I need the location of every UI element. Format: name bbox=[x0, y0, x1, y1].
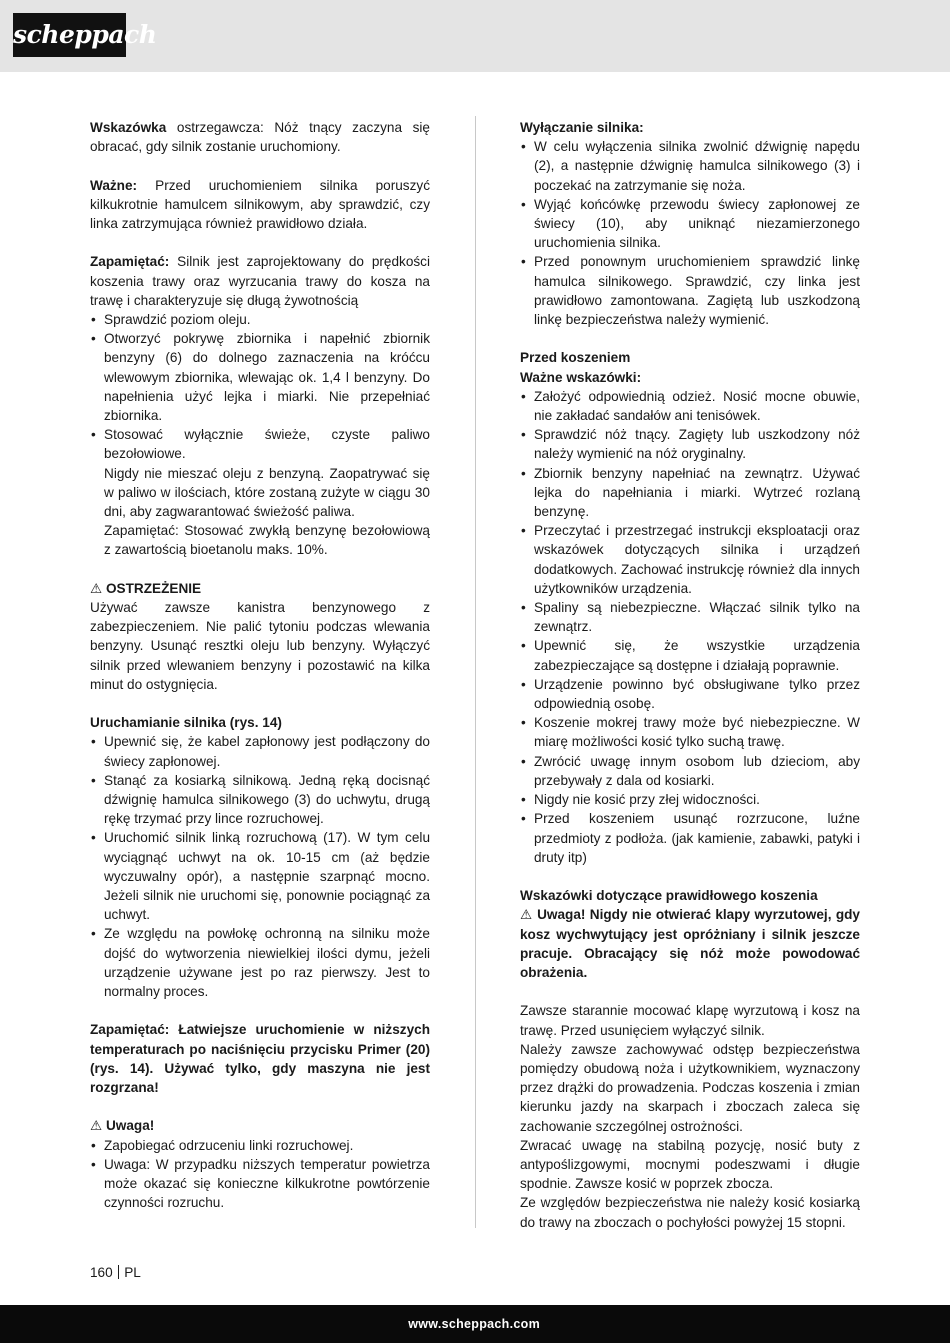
list-item: • Spaliny są niebezpieczne. Włączać silnik tylko na zewnątrz. bbox=[520, 598, 860, 636]
list-item: • Sprawdzić nóż tnący. Zagięty lub uszkodzony nóż należy wymienić na nóż oryginalny. bbox=[520, 425, 860, 463]
list-item: • Przed koszeniem usunąć rozrzucone, luźne przedmioty z podłoża. (jak kamienie, zabawki, patyki i druty itp) bbox=[520, 809, 860, 867]
list-item: • Przed ponownym uruchomieniem sprawdzić linkę hamulca silnikowego. Sprawdzić, czy linka jest prawidłowo zamontowana. Zagiętą lub uszkodzoną linkę bezpieczeństwa należy wymienić. bbox=[520, 252, 860, 329]
list-item: • Przeczytać i przestrzegać instrukcji eksploatacji oraz wskazówek dotyczących silnika i urządzeń dodatkowych. Zachować instrukcję również dla innych użytkowników urządzenia. bbox=[520, 521, 860, 598]
paragraph: Należy zawsze zachowywać odstęp bezpieczeństwa pomiędzy obudową noża i użytkownikiem, wyznaczony przez drążki do prowadzenia. Podczas koszenia i zmian kierunku jazdy na skarpach i zboczach zaleca się zachowanie szczególnej ostrożności. bbox=[520, 1041, 860, 1134]
section-heading: Uruchamianie silnika (rys. 14) bbox=[90, 715, 282, 731]
subsection-heading: Ważne wskazówki: bbox=[520, 369, 642, 385]
warning-note: Wskazówka ostrzegawcza: Nóż tnący zaczyna się obracać, gdy silnik zostanie uruchomiony. bbox=[90, 120, 430, 155]
list-item: • Otworzyć pokrywę zbiornika i napełnić zbiornik benzyny (6) do dolnego zaznaczenia na króćcu wlewowym zbiornika, wlewając ok. 1,4 l benzyny. Do napełnienia użyć lejka i miarki. Nie przepełniać zbiornika. bbox=[90, 329, 430, 425]
page-number: 160 PL bbox=[90, 1265, 141, 1280]
remember-bold-note: Zapamiętać: Łatwiejsze uruchomienie w niższych temperaturach po naciśnięciu przycisku Primer (20) (rys. 14). Używać tylko, gdy maszyna nie jest rozgrzana! bbox=[90, 1022, 430, 1096]
list-item: • Uruchomić silnik linką rozruchową (17). W tym celu wyciągnąć uchwyt na ok. 10-15 cm (aż będzie wyczuwalny opór), a następnie szarpnąć mocno. Jeżeli silnik nie uruchomi się, ponownie pociągnąć za uchwyt. bbox=[90, 828, 430, 924]
list-item: • Wyjąć końcówkę przewodu świecy zapłonowej ze świecy (10), aby uniknąć niezamierzonego uruchomienia silnika. bbox=[520, 195, 860, 253]
brand-logo: scheppach bbox=[13, 13, 126, 57]
list-item: • Urządzenie powinno być obsługiwane tylko przez odpowiednią osobę. bbox=[520, 675, 860, 713]
page-footer bbox=[0, 1305, 950, 1343]
stop-list bbox=[520, 137, 860, 329]
warning-heading: ⚠ OSTRZEŻENIE bbox=[90, 580, 202, 596]
list-item: • Ze względu na powłokę ochronną na silniku może dojść do wytworzenia niewielkiej ilości dymu, jeżeli urządzenie używane jest po raz pierwszy. Jest to normalny proces. bbox=[90, 924, 430, 1001]
list-item: • Upewnić się, że kabel zapłonowy jest podłączony do świecy zapłonowej. bbox=[90, 732, 430, 770]
right-column bbox=[520, 118, 860, 1232]
list-item: • Zbiornik benzyny napełniać na zewnątrz. Używać lejka do napełniania i miarki. Wytrzeć rozlaną benzynę. bbox=[520, 464, 860, 522]
section-heading: Wskazówki dotyczące prawidłowego koszenia bbox=[520, 888, 818, 904]
important-note: Ważne: Przed uruchomieniem silnika poruszyć kilkukrotnie hamulcem silnikowym, aby sprawdzić, czy linka zatrzymująca również prawidłowo działa. bbox=[90, 177, 430, 231]
list-item: • Stosować wyłącznie świeże, czyste paliwo bezołowiowe. bbox=[90, 425, 430, 463]
section-heading: Przed koszeniem bbox=[520, 350, 631, 366]
caution-list bbox=[90, 1136, 430, 1213]
list-continuation: Zapamiętać: Stosować zwykłą benzynę bezołowiową z zawartością bioetanolu maks. 10%. bbox=[104, 523, 430, 558]
fuel-list bbox=[90, 310, 430, 464]
paragraph: Zwracać uwagę na stabilną pozycję, nosić buty z antypoślizgowymi, mocnymi podeszwami i długie spodnie. Zawsze kosić w poprzek zbocza. bbox=[520, 1137, 860, 1192]
list-item: • Stanąć za kosiarką silnikową. Jedną ręką docisnąć dźwignię hamulca silnikowego (3) do uchwytu, drugą rękę trzymać przy lince rozruchowej. bbox=[90, 771, 430, 829]
paragraph: Zawsze starannie mocować klapę wyrzutową i kosz na trawę. Przed usunięciem wyłączyć silnik. bbox=[520, 1003, 860, 1038]
tips-warning: ⚠ Uwaga! Nigdy nie otwierać klapy wyrzutowej, gdy kosz wychwytujący jest opróżniany i silnik jeszcze pracuje. Obracający się nóż może powodować obrażenia. bbox=[520, 907, 860, 980]
section-heading: Wyłączanie silnika: bbox=[520, 120, 644, 135]
list-item: • W celu wyłączenia silnika zwolnić dźwignię napędu (2), a następnie dźwignię hamulca silnikowego (3) i poczekać na zatrzymanie się noża. bbox=[520, 137, 860, 195]
list-item: • Koszenie mokrej trawy może być niebezpieczne. W miarę możliwości kosić tylko suchą trawę. bbox=[520, 713, 860, 751]
list-item: • Upewnić się, że wszystkie urządzenia zabezpieczające są dostępne i działają poprawnie. bbox=[520, 636, 860, 674]
list-item: • Nigdy nie kosić przy złej widoczności. bbox=[520, 790, 860, 809]
page-header bbox=[0, 0, 950, 72]
paragraph: Ze względów bezpieczeństwa nie należy kosić kosiarką do trawy na zboczach o pochyłości powyżej 15 stopni. bbox=[520, 1195, 860, 1230]
website-link[interactable]: www.scheppach.com bbox=[408, 1317, 540, 1331]
list-item: • Sprawdzić poziom oleju. bbox=[90, 310, 430, 329]
caution-heading: ⚠ Uwaga! bbox=[90, 1118, 155, 1134]
list-item: • Uwaga: W przypadku niższych temperatur powietrza może okazać się konieczne kilkukrotne powtórzenie czynności rozruchu. bbox=[90, 1155, 430, 1213]
column-divider bbox=[475, 116, 476, 1228]
remember-note: Zapamiętać: Silnik jest zaprojektowany do prędkości koszenia trawy oraz wyrzucania trawy do kosza na trawę i charakteryzuje się długą żywotnością bbox=[90, 254, 430, 308]
list-item: • Założyć odpowiednią odzież. Nosić mocne obuwie, nie zakładać sandałów ani tenisówek. bbox=[520, 387, 860, 425]
warning-text: Używać zawsze kanistra benzynowego z zabezpieczeniem. Nie palić tytoniu podczas wlewania benzyny. Usunąć resztki oleju lub benzyny. Wyłączyć silnik przed wlewaniem benzyny i pozostawić na kilka minut do ostygnięcia. bbox=[90, 600, 430, 692]
important-list bbox=[520, 387, 860, 867]
list-item: • Zapobiegać odrzuceniu linki rozruchowej. bbox=[90, 1136, 430, 1155]
list-continuation: Nigdy nie mieszać oleju z benzyną. Zaopatrywać się w paliwo w ilościach, które zostaną zużyte w ciągu 30 dni, aby zagwarantować świeżość paliwa. bbox=[104, 465, 430, 520]
start-list bbox=[90, 732, 430, 1001]
list-item: • Zwrócić uwagę innym osobom lub dzieciom, aby przebywały z dala od kosiarki. bbox=[520, 752, 860, 790]
left-column bbox=[90, 118, 430, 1212]
